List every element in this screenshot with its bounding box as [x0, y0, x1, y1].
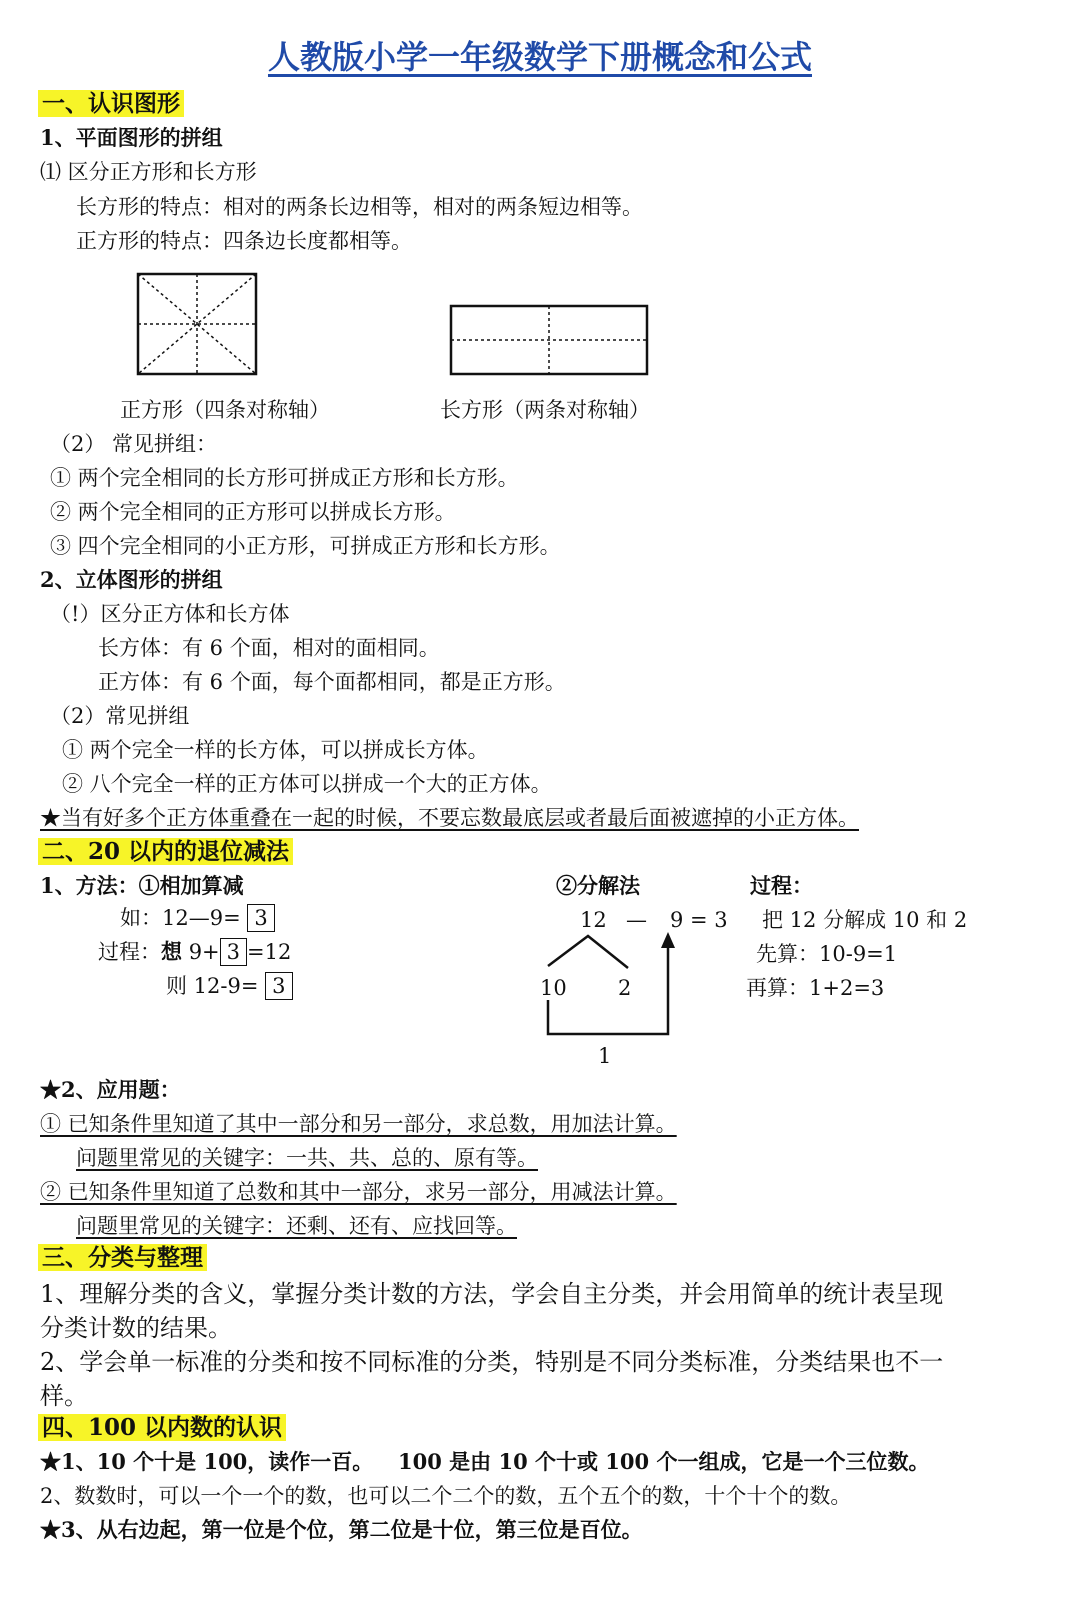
process-line: 过程：想 9+ 3 =12 — [98, 939, 292, 964]
rect-feature: 长方形的特点：相对的两条长边相等，相对的两条短边相等。 — [76, 195, 643, 219]
list-item: ③ 四个完全相同的小正方形，可拼成正方形和长方形。 — [50, 534, 561, 558]
process-step: 把 12 分解成 10 和 2 — [762, 908, 968, 932]
expr-rest: 9 = 3 — [670, 908, 728, 932]
star-note: ★当有好多个正方体重叠在一起的时候，不要忘数最底层或者最后面被遮掉的小正方体。 — [40, 806, 859, 830]
application-rule-1: ① 已知条件里知道了其中一部分和另一部分，求总数，用加法计算。 — [40, 1112, 677, 1136]
application-rule-2: ② 已知条件里知道了总数和其中一部分，求另一部分，用减法计算。 — [40, 1180, 677, 1204]
square-symmetry-figure — [130, 268, 265, 380]
sub-heading-solid-shapes: 2、立体图形的拼组 — [40, 567, 223, 592]
example-line: 如：12—9= 3 — [120, 904, 275, 932]
text-line: （!）区分正方体和长方体 — [50, 602, 290, 626]
method-add-to-subtract: 1、方法：①相加算减 — [40, 873, 244, 898]
sub-heading-plane-shapes: 1、平面图形的拼组 — [40, 125, 223, 150]
list-item: ② 八个完全一样的正方体可以拼成一个大的正方体。 — [62, 772, 552, 796]
application-keywords-1: 问题里常见的关键字：一共、共、总的、原有等。 — [76, 1146, 538, 1170]
text-line: （2） 常见拼组： — [50, 432, 218, 456]
answer-box: 3 — [220, 938, 247, 966]
fact-line: 100 是由 10 个十或 100 个一组成，它是一个三位数。 — [398, 1449, 930, 1474]
list-item: ① 两个完全相同的长方形可拼成正方形和长方形。 — [50, 466, 519, 490]
expr-minus: — — [626, 908, 647, 932]
answer-box: 3 — [247, 904, 274, 932]
answer-box: 3 — [265, 972, 292, 1000]
text-line: ⑴ 区分正方形和长方形 — [40, 160, 257, 184]
number-1: 1 — [598, 1044, 612, 1068]
list-item: ② 两个完全相同的正方形可以拼成长方形。 — [50, 500, 456, 524]
application-keywords-2: 问题里常见的关键字：还剩、还有、应找回等。 — [76, 1214, 517, 1238]
fact-line: ★1、10 个十是 100，读作一百。 — [40, 1449, 374, 1474]
expr-12: 12 — [580, 908, 607, 932]
process-step: 先算：10-9=1 — [756, 942, 898, 966]
cuboid-feature: 长方体：有 6 个面，相对的面相同。 — [98, 636, 440, 660]
number-2: 2 — [618, 976, 632, 1000]
process-title: 过程： — [750, 873, 813, 898]
text-line: （2）常见拼组 — [50, 704, 190, 728]
process-step: 再算：1+2=3 — [746, 976, 885, 1000]
then-line: 则 12-9= 3 — [166, 972, 293, 1000]
paragraph: 1、理解分类的含义，掌握分类计数的方法，学会自主分类，并会用简单的统计表呈现 — [40, 1280, 944, 1308]
fact-line: ★3、从右边起，第一位是个位，第二位是十位，第三位是百位。 — [40, 1517, 643, 1542]
rectangle-caption: 长方形（两条对称轴） — [440, 398, 650, 422]
square-caption: 正方形（四条对称轴） — [120, 398, 330, 422]
section-2-heading: 二、20 以内的退位减法 — [38, 836, 293, 868]
rectangle-symmetry-figure — [444, 300, 654, 382]
section-1-heading: 一、认识图形 — [38, 88, 184, 120]
paragraph: 分类计数的结果。 — [40, 1314, 232, 1342]
application-heading: ★2、应用题： — [40, 1077, 181, 1102]
page-title: 人教版小学一年级数学下册概念和公式 — [267, 38, 812, 76]
method-decomposition: ②分解法 — [556, 873, 640, 898]
paragraph: 2、学会单一标准的分类和按不同标准的分类，特别是不同分类标准，分类结果也不一 — [40, 1348, 944, 1376]
list-item: ① 两个完全一样的长方体，可以拼成长方体。 — [62, 738, 489, 762]
paragraph: 样。 — [40, 1382, 88, 1410]
section-4-heading: 四、100 以内数的认识 — [38, 1412, 286, 1444]
number-10: 10 — [540, 976, 567, 1000]
section-3-heading: 三、分类与整理 — [38, 1242, 207, 1274]
cube-feature: 正方体：有 6 个面，每个面都相同，都是正方形。 — [98, 670, 566, 694]
fact-line: 2、数数时，可以一个一个的数，也可以二个二个的数，五个五个的数，十个十个的数。 — [40, 1484, 852, 1508]
square-feature: 正方形的特点：四条边长度都相等。 — [76, 229, 412, 253]
